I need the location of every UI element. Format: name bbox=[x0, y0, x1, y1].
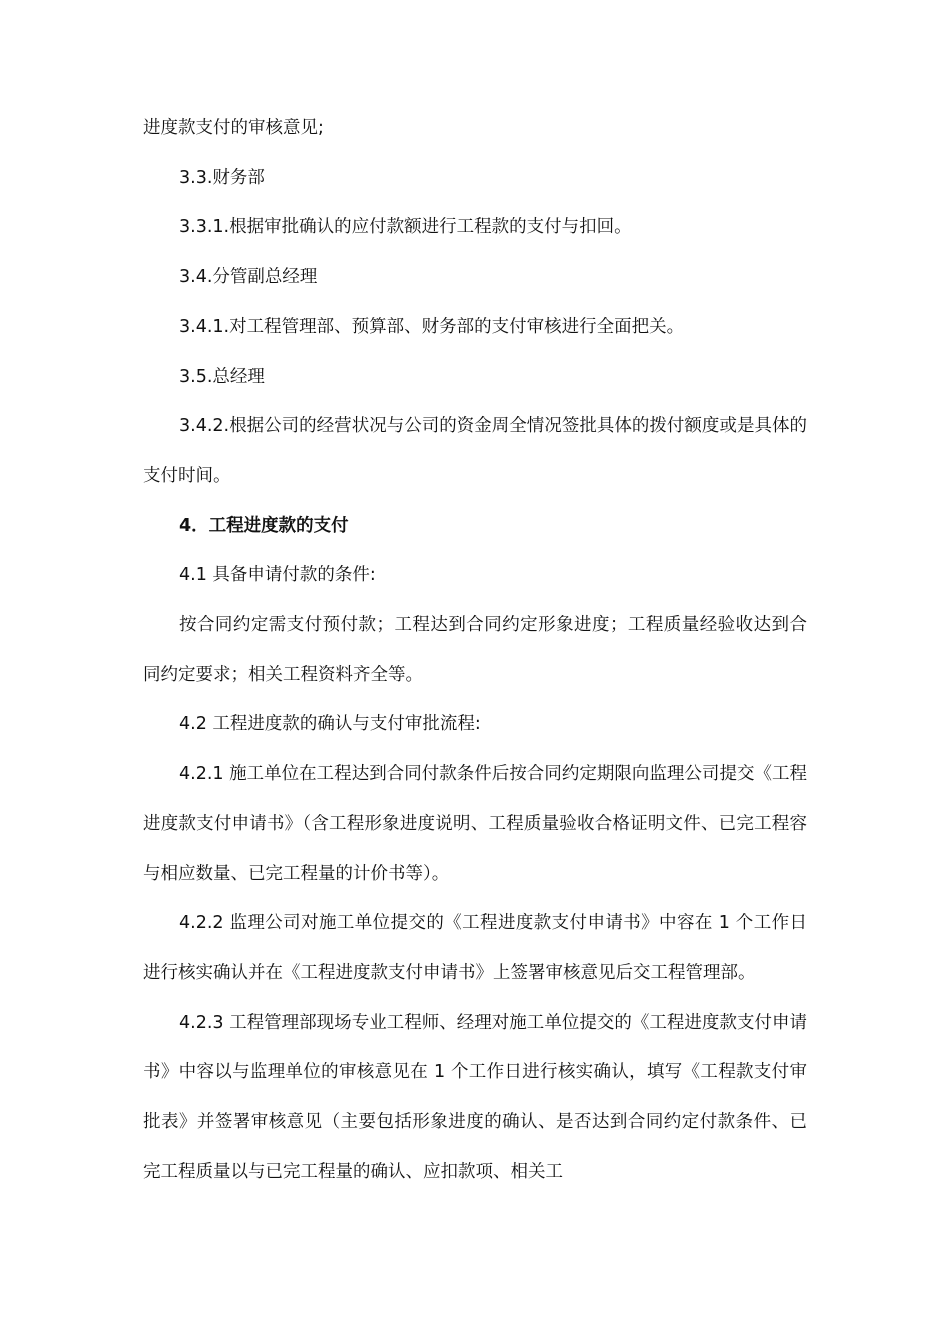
paragraph-4-2-2: 4.2.2 监理公司对施工单位提交的《工程进度款支付申请书》中容在 1 个工作日进行核实确认并在《工程进度款支付申请书》上签署审核意见后交工程管理部。 bbox=[143, 913, 807, 983]
paragraph-3-4-1: 3.4.1.对工程管理部、预算部、财务部的支付审核进行全面把关。 bbox=[179, 316, 685, 337]
section-heading-4: 4．工程进度款的支付 bbox=[179, 515, 349, 536]
paragraph-3-4-2: 3.4.2.根据公司的经营状况与公司的资金周全情况签批具体的拨付额度或是具体的支付时间。 bbox=[143, 416, 807, 486]
document-body bbox=[143, 104, 807, 1197]
heading-3-4-deputy-gm: 3.4.分管副总经理 bbox=[179, 267, 318, 288]
paragraph-4-2-1: 4.2.1 施工单位在工程达到合同付款条件后按合同约定期限向监理公司提交《工程进度款支付申请书》（含工程形象进度说明、工程质量验收合格证明文件、已完工程容与相应数量、已完工程量的计价书等）。 bbox=[143, 764, 807, 884]
paragraph-3-3-1: 3.3.1.根据审批确认的应付款额进行工程款的支付与扣回。 bbox=[179, 217, 632, 238]
paragraph-4-2-3: 4.2.3 工程管理部现场专业工程师、经理对施工单位提交的《工程进度款支付申请书》中容以与监理单位的审核意见在 1 个工作日进行核实确认，填写《工程款支付审批表》并签署审核意见（主要包括形象进度的确认、是否达到合同约定付款条件、已完工程质量以与已完工程量的确认、应扣款项、相关工 bbox=[143, 1012, 807, 1182]
paragraph-continuation: 进度款支付的审核意见; bbox=[143, 118, 324, 138]
paragraph-payment-conditions: 按合同约定需支付预付款；工程达到合同约定形象进度；工程质量经验收达到合同约定要求；相关工程资料齐全等。 bbox=[143, 615, 807, 685]
heading-3-5-general-manager: 3.5.总经理 bbox=[179, 366, 265, 387]
heading-3-3-finance-dept: 3.3.财务部 bbox=[179, 167, 265, 188]
heading-4-2: 4.2 工程进度款的确认与支付审批流程: bbox=[179, 714, 481, 735]
heading-4-1: 4.1 具备申请付款的条件: bbox=[179, 565, 376, 586]
